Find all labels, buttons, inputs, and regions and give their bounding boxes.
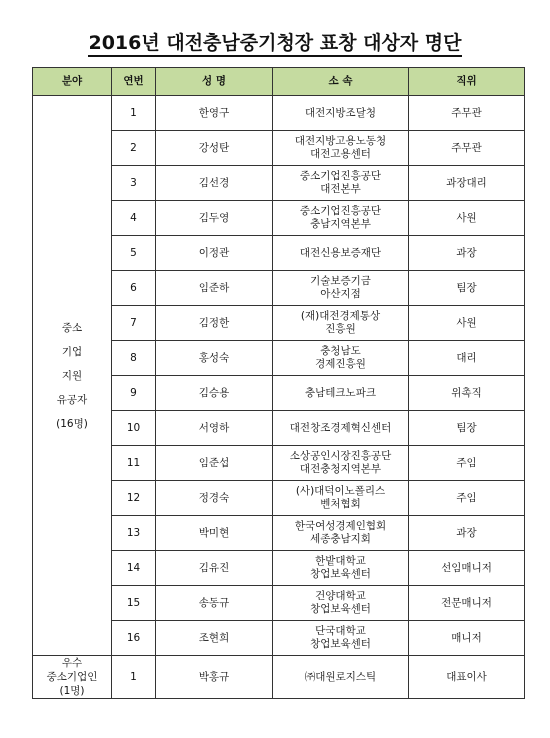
- affiliation-line: 충남지역본부: [310, 218, 371, 230]
- row-name: 정경숙: [156, 481, 273, 516]
- row-affiliation: [273, 446, 409, 481]
- category-line: 중소기업인: [46, 671, 98, 683]
- row-number: 9: [112, 376, 156, 411]
- row-number: 7: [112, 306, 156, 341]
- affiliation-line: ㈜대원로지스틱: [304, 670, 377, 683]
- row-number: 12: [112, 481, 156, 516]
- affiliation-line: 기술보증기금: [310, 275, 371, 287]
- header-number: 연번: [112, 68, 156, 96]
- row-name: 박홍규: [156, 656, 273, 699]
- row-position: 전문매니저: [409, 586, 525, 621]
- affiliation-line: 소상공인시장진흥공단: [289, 450, 392, 462]
- row-number: 16: [112, 621, 156, 656]
- document-title-text: 2016년 대전충남중기청장 표창 대상자 명단: [88, 32, 461, 57]
- affiliation-line: (사)대덕이노폴리스: [295, 485, 386, 497]
- affiliation-line: 중소기업진흥공단: [299, 170, 382, 182]
- row-position: 과장: [409, 516, 525, 551]
- row-number: 15: [112, 586, 156, 621]
- affiliation-line: 대전지방고용노동청: [294, 135, 387, 147]
- category-line: 중소: [61, 321, 83, 334]
- row-position: 주임: [409, 481, 525, 516]
- category-cell: [33, 96, 112, 656]
- affiliation-line: 충남테크노파크: [304, 386, 376, 399]
- row-number: 10: [112, 411, 156, 446]
- affiliation-line: 단국대학교: [315, 625, 366, 637]
- row-number: 4: [112, 201, 156, 236]
- row-name: 서영하: [156, 411, 273, 446]
- affiliation-line: 한국여성경제인협회: [294, 520, 387, 532]
- row-number: 11: [112, 446, 156, 481]
- row-number: 3: [112, 166, 156, 201]
- header-name: 성 명: [156, 68, 273, 96]
- row-affiliation: [273, 376, 409, 411]
- header-position: 직위: [409, 68, 525, 96]
- affiliation-line: 대전신용보증재단: [299, 246, 382, 259]
- row-position: 과장대리: [409, 166, 525, 201]
- affiliation-line: 창업보육센터: [310, 638, 371, 650]
- row-name: 김선경: [156, 166, 273, 201]
- row-affiliation: [273, 131, 409, 166]
- header-category: 분야: [33, 68, 112, 96]
- row-position: 선임매니저: [409, 551, 525, 586]
- row-number: 2: [112, 131, 156, 166]
- row-name: 김정한: [156, 306, 273, 341]
- affiliation-line: 대전본부: [320, 183, 361, 195]
- category-line: (1명): [59, 685, 85, 697]
- row-number: 5: [112, 236, 156, 271]
- affiliation-line: 창업보육센터: [310, 568, 371, 580]
- affiliation-line: 벤처협회: [320, 498, 361, 510]
- affiliation-line: 창업보육센터: [310, 603, 371, 615]
- affiliation-line: 경제진흥원: [315, 358, 366, 370]
- row-affiliation: [273, 166, 409, 201]
- row-position: 사원: [409, 201, 525, 236]
- row-number: 1: [112, 96, 156, 131]
- row-name: 조현희: [156, 621, 273, 656]
- row-position: 팀장: [409, 411, 525, 446]
- row-number: 14: [112, 551, 156, 586]
- row-affiliation: [273, 656, 409, 699]
- row-name: 임준하: [156, 271, 273, 306]
- row-position: 주무관: [409, 131, 525, 166]
- row-name: 송동규: [156, 586, 273, 621]
- header-affiliation: 소 속: [273, 68, 409, 96]
- affiliation-line: 건양대학교: [315, 590, 366, 602]
- row-affiliation: [273, 271, 409, 306]
- affiliation-line: 중소기업진흥공단: [299, 205, 382, 217]
- row-affiliation: [273, 96, 409, 131]
- affiliation-line: 아산지점: [320, 288, 361, 300]
- row-name: 강성탄: [156, 131, 273, 166]
- row-position: 주임: [409, 446, 525, 481]
- row-affiliation: [273, 306, 409, 341]
- row-affiliation: [273, 621, 409, 656]
- row-position: 주무관: [409, 96, 525, 131]
- row-number: 6: [112, 271, 156, 306]
- row-affiliation: [273, 341, 409, 376]
- affiliation-line: 대전창조경제혁신센터: [289, 421, 392, 434]
- category-line: 우수: [61, 657, 83, 669]
- affiliation-line: 대전고용센터: [310, 148, 371, 160]
- row-name: 임준섭: [156, 446, 273, 481]
- table-header-row: [33, 68, 525, 96]
- row-affiliation: [273, 411, 409, 446]
- row-number: 1: [112, 656, 156, 699]
- row-name: 이정관: [156, 236, 273, 271]
- award-recipient-table: [32, 67, 525, 699]
- category-cell: [33, 656, 112, 699]
- row-affiliation: [273, 586, 409, 621]
- row-name: 김승용: [156, 376, 273, 411]
- affiliation-line: 한밭대학교: [315, 555, 366, 567]
- row-affiliation: [273, 201, 409, 236]
- row-number: 13: [112, 516, 156, 551]
- row-name: 박미현: [156, 516, 273, 551]
- affiliation-line: 대전지방조달청: [304, 106, 376, 119]
- row-name: 김두영: [156, 201, 273, 236]
- row-affiliation: [273, 516, 409, 551]
- row-number: 8: [112, 341, 156, 376]
- category-line: 지원: [61, 369, 83, 382]
- row-position: 팀장: [409, 271, 525, 306]
- table-body: [33, 96, 525, 699]
- row-position: 매니저: [409, 621, 525, 656]
- affiliation-line: 충청남도: [320, 345, 361, 357]
- document-title: [0, 28, 550, 55]
- category-line: 기업: [61, 345, 83, 358]
- category-line: (16명): [56, 417, 88, 430]
- category-line: 유공자: [56, 393, 88, 406]
- row-position: 대리: [409, 341, 525, 376]
- row-affiliation: [273, 481, 409, 516]
- table-row: [33, 656, 525, 699]
- row-position: 위촉직: [409, 376, 525, 411]
- row-name: 한영구: [156, 96, 273, 131]
- row-name: 홍성숙: [156, 341, 273, 376]
- affiliation-line: 대전충청지역본부: [299, 463, 382, 475]
- affiliation-line: 진흥원: [325, 323, 356, 335]
- table-row: [33, 96, 525, 131]
- row-name: 김유진: [156, 551, 273, 586]
- row-affiliation: [273, 551, 409, 586]
- row-affiliation: [273, 236, 409, 271]
- row-position: 대표이사: [409, 656, 525, 699]
- row-position: 사원: [409, 306, 525, 341]
- row-position: 과장: [409, 236, 525, 271]
- affiliation-line: (재)대전경제통상: [300, 310, 381, 322]
- affiliation-line: 세종충남지회: [310, 533, 371, 545]
